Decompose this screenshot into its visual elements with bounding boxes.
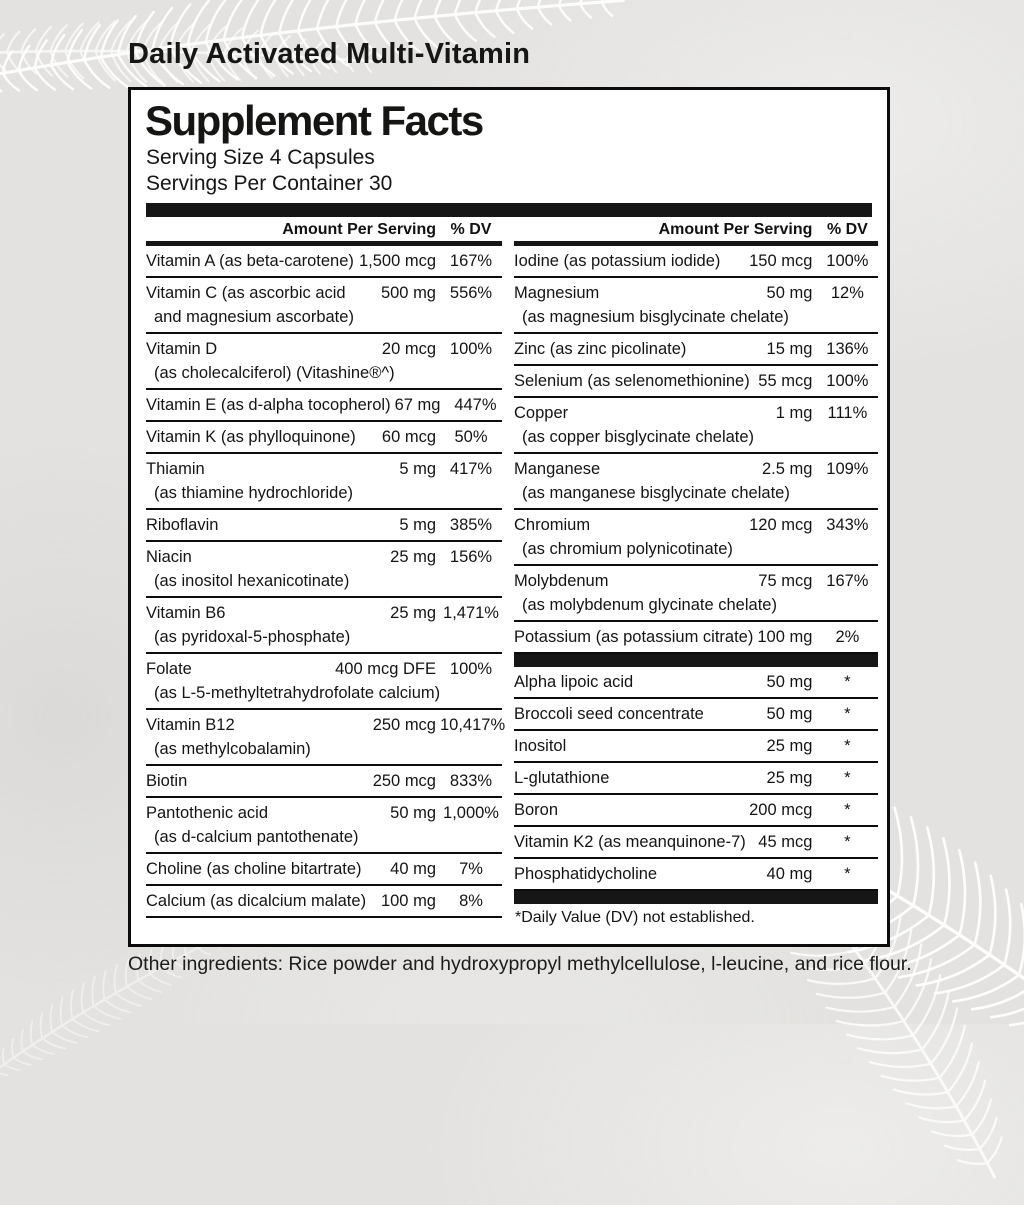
table-row [514,667,878,699]
ingredient-name: Pantothenic acid [146,804,269,823]
table-row [514,246,878,278]
ingredient-name: Zinc (as zinc picolinate) [514,340,687,359]
table-row [146,278,502,334]
amount-value: 50 mg [766,673,813,692]
daily-value: 1,000% [443,804,499,823]
table-row [146,654,502,710]
ingredient-name: Vitamin B12 [146,716,235,735]
column-header [514,217,878,241]
ingredient-name: Vitamin A (as beta-carotene) [146,252,354,271]
ingredient-name: Copper [514,404,569,423]
table-row [514,510,878,566]
table-row [146,510,502,542]
amount-value: 200 mcg [749,801,813,820]
table-row [146,422,502,454]
daily-value: 100% [826,252,869,271]
table-row [146,798,502,854]
ingredient-name: Riboflavin [146,516,219,535]
right-rows-minerals [514,246,878,654]
daily-value: * [844,801,851,820]
serving-size: Serving Size 4 Capsules [146,146,375,170]
table-row [146,854,502,886]
column-header [146,217,502,241]
amount-per-serving-header: Amount Per Serving [658,221,813,239]
amount-value: 50 mg [766,705,813,724]
daily-value: 111% [827,404,868,423]
amount-value: 55 mcg [758,372,813,391]
ingredient-name: Vitamin C (as ascorbic acid [146,284,346,303]
ingredient-source: (as copper bisglycinate chelate) [522,428,755,447]
supplement-facts-panel [128,87,890,947]
page-title: Daily Activated Multi-Vitamin [128,38,531,70]
daily-value: 50% [454,428,488,447]
amount-value: 67 mg [394,396,441,415]
amount-value: 40 mg [390,860,436,879]
daily-value: 156% [449,548,493,567]
daily-value: * [844,705,851,724]
amount-value: 20 mcg [381,340,436,359]
ingredient-name: Vitamin D [146,340,218,359]
daily-value: * [844,737,851,756]
table-row [146,334,502,390]
daily-value: 556% [449,284,493,303]
amount-value: 60 mcg [381,428,436,447]
daily-value: 343% [826,516,869,535]
daily-value: 1,471% [443,604,499,623]
table-row [146,766,502,798]
percent-dv-header: % DV [450,221,492,239]
table-row [146,454,502,510]
ingredient-name: Vitamin B6 [146,604,226,623]
ingredient-name: Iodine (as potassium iodide) [514,252,721,271]
table-row [146,710,506,766]
amount-value: 40 mg [766,865,813,884]
amount-value: 400 mcg DFE [335,660,436,679]
table-row [146,598,502,654]
daily-value: 10,417% [440,716,506,735]
daily-value: 833% [449,772,493,791]
ingredient-name: Manganese [514,460,601,479]
table-row [514,366,878,398]
daily-value: 109% [826,460,869,479]
column-header-spacer [514,221,655,239]
supplement-facts-heading: Supplement Facts [145,97,483,144]
table-row [146,886,502,918]
ingredient-name: Selenium (as selenomethionine) [514,372,750,391]
table-row [514,454,878,510]
daily-value: 12% [830,284,864,303]
daily-value: 2% [835,628,860,647]
facts-columns [146,217,872,933]
ingredient-source: (as magnesium bisglycinate chelate) [522,308,789,327]
ingredient-name: Vitamin K (as phylloquinone) [146,428,356,447]
amount-value: 25 mg [390,548,436,567]
amount-value: 25 mg [390,604,436,623]
daily-value: * [844,865,851,884]
ingredient-name: Chromium [514,516,591,535]
amount-value: 500 mg [380,284,436,303]
daily-value: 100% [449,340,493,359]
amount-value: 100 mg [380,892,436,911]
ingredient-name: Boron [514,801,559,820]
left-rows [146,246,506,918]
ingredient-name: Vitamin K2 (as meanquinone-7) [514,833,746,852]
amount-value: 15 mg [766,340,813,359]
ingredient-source: (as L-5-methyltetrahydrofolate calcium) [154,684,441,703]
ingredient-name: Choline (as choline bitartrate) [146,860,362,879]
ingredient-name: Niacin [146,548,192,567]
other-ingredients: Other ingredients: Rice powder and hydroxypropyl methylcellulose, l-leucine, and rice flour. [128,953,912,975]
servings-per-container: Servings Per Container 30 [146,172,393,196]
ingredient-source: (as manganese bisglycinate chelate) [522,484,790,503]
ingredient-name: Magnesium [514,284,600,303]
ingredient-name: Inositol [514,737,567,756]
amount-value: 5 mg [399,460,436,479]
facts-column-left [146,217,506,933]
ingredient-source: and magnesium ascorbate) [154,308,354,327]
amount-value: 50 mg [390,804,436,823]
table-row [514,699,878,731]
amount-per-serving-header: Amount Per Serving [282,221,436,239]
daily-value: 447% [454,396,497,415]
table-row [514,763,878,795]
amount-value: 150 mcg [749,252,813,271]
table-row [514,566,878,622]
daily-value: 100% [826,372,869,391]
column-header-spacer [146,221,278,239]
table-row [514,795,878,827]
table-row [514,731,878,763]
ingredient-source: (as cholecalciferol) (Vitashine®^) [154,364,395,383]
daily-value: 167% [826,572,869,591]
amount-value: 50 mg [766,284,813,303]
ingredient-name: Phosphatidycholine [514,865,658,884]
ingredient-source: (as molybdenum glycinate chelate) [522,596,777,615]
table-row [146,390,502,422]
table-row [514,398,878,454]
table-row [514,859,878,891]
amount-value: 1,500 mcg [358,252,436,271]
ingredient-source: (as methylcobalamin) [154,740,311,759]
daily-value: 136% [826,340,869,359]
amount-value: 25 mg [766,769,813,788]
daily-value: * [844,769,851,788]
table-row [514,278,878,334]
ingredient-name: Broccoli seed concentrate [514,705,704,724]
ingredient-name: Biotin [146,772,188,791]
amount-value: 25 mg [766,737,813,756]
amount-value: 250 mcg [372,716,436,735]
table-row [514,334,878,366]
ingredient-name: Alpha lipoic acid [514,673,634,692]
daily-value: 167% [449,252,493,271]
ingredient-name: Thiamin [146,460,205,479]
amount-value: 120 mcg [749,516,813,535]
facts-column-right [514,217,878,933]
ingredient-source: (as pyridoxal-5-phosphate) [154,628,351,647]
amount-value: 250 mcg [372,772,436,791]
amount-value: 5 mg [399,516,436,535]
amount-value: 2.5 mg [761,460,813,479]
table-row [146,246,502,278]
table-row [514,827,878,859]
ingredient-name: L-glutathione [514,769,610,788]
table-row [514,622,878,654]
amount-value: 1 mg [775,404,813,423]
daily-value-footnote: *Daily Value (DV) not established. [515,909,755,927]
ingredient-source: (as chromium polynicotinate) [522,540,733,559]
ingredient-name: Molybdenum [514,572,609,591]
ingredient-name: Vitamin E (as d-alpha tocopherol) [146,396,391,415]
ingredient-name: Potassium (as potassium citrate) [514,628,754,647]
daily-value: 8% [459,892,483,911]
amount-value: 45 mcg [758,833,813,852]
ingredient-source: (as thiamine hydrochloride) [154,484,354,503]
ingredient-source: (as d-calcium pantothenate) [154,828,359,847]
amount-value: 100 mg [757,628,813,647]
section-divider-bar [514,891,878,904]
daily-value: * [844,673,851,692]
percent-dv-header: % DV [826,221,868,239]
daily-value: 385% [449,516,493,535]
ingredient-name: Folate [146,660,192,679]
amount-value: 75 mcg [758,572,813,591]
table-row [146,542,502,598]
daily-value: 7% [459,860,483,879]
section-divider-bar [514,654,878,667]
daily-value: * [844,833,851,852]
daily-value: 417% [449,460,493,479]
top-divider-bar [146,203,872,217]
ingredient-name: Calcium (as dicalcium malate) [146,892,367,911]
right-rows-other [514,667,878,891]
daily-value: 100% [449,660,493,679]
ingredient-source: (as inositol hexanicotinate) [154,572,350,591]
